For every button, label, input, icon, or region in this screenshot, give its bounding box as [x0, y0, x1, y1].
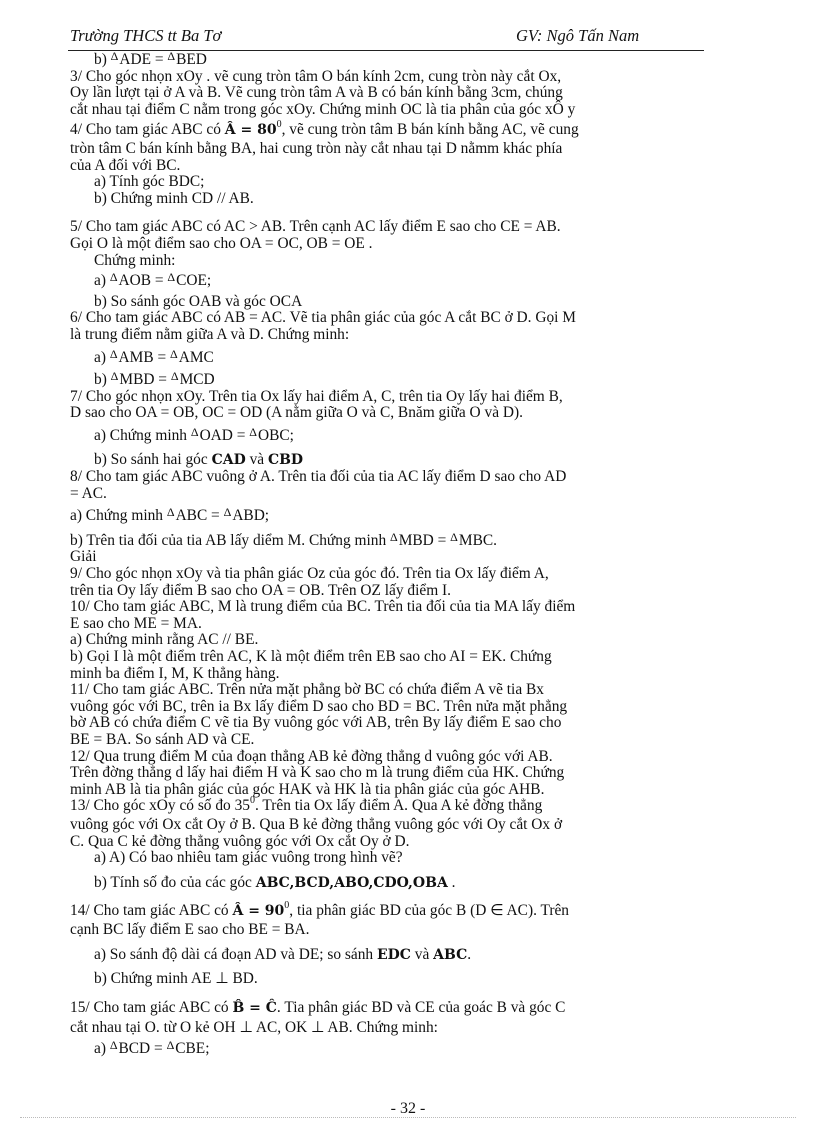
text-line: bờ AB có chứa điểm C vẽ tia By vuông góc với AB, trên By lấy điểm E sao cho [70, 714, 562, 732]
text-line: minh ba điểm I, M, K thẳng hàng. [70, 664, 280, 682]
text-line: b) Trên tia đối của tia AB lấy diểm M. Chứng minh $^\Delta$MBD = $^\Delta$MBC. [70, 529, 497, 549]
footer-divider [20, 1117, 796, 1118]
exercise-12: 12/ Qua trung điểm M của đoạn thẳng AB kẻ đờng thẳng d vuông góc với AB. [70, 747, 553, 765]
text-line: E sao cho ME = MA. [70, 614, 202, 632]
text-line: Gọi O là một điểm sao cho OA = OC, OB = OE . [70, 234, 373, 252]
text-line: vuông góc với Ox cắt Oy ở B. Qua B kẻ đờng thẳng vuông góc với Oy cắt Ox ở [70, 815, 563, 833]
exercise-content [70, 49, 710, 1057]
text-line: a) So sánh độ dài cá đoạn AD và DE; so sánh EDC và ABC. [94, 945, 472, 963]
text-line: Oy lần lượt tại ở A và B. Vẽ cung tròn tâm A và B có bán kính bằng 3cm, chúng [70, 84, 563, 102]
page-number: - 32 - [390, 1100, 426, 1117]
text-line: cắt nhau tại O. từ O kẻ OH ⊥ AC, OK ⊥ AB. Chứng minh: [70, 1019, 438, 1037]
text-line: a) $^\Delta$BCD = $^\Delta$CBE; [94, 1037, 210, 1057]
text-line: b) Chứng minh AE ⊥ BD. [94, 970, 258, 988]
text-line: BE = BA. So sánh AD và CE. [70, 730, 255, 748]
text-line: C. Qua C kẻ đờng thẳng vuông góc với Ox cắt Oy ở D. [70, 832, 410, 850]
school-name: Trường THCS tt Ba Tơ [70, 26, 222, 45]
text-line: D sao cho OA = OB, OC = OD (A nằm giữa O và C, Bnăm giữa O và D). [70, 404, 523, 422]
exercise-13: 13/ Cho góc xOy có số đo $35^0$. Trên tia Ox lấy điểm A. Qua A kẻ đờng thẳng [70, 795, 543, 815]
text-line: vuông góc với BC, trên ia Bx lấy điểm D sao cho BD = BC. Trên nửa mặt phẳng [70, 697, 568, 715]
exercise-3: 3/ Cho góc nhọn xOy . vẽ cung tròn tâm O bán kính 2cm, cung tròn này cắt Ox, [70, 67, 562, 85]
text-line: b) $^\Delta$ADE = $^\Delta$BED [94, 49, 207, 68]
text-line: là trung điểm nằm giữa A và D. Chứng minh: [70, 325, 350, 343]
text-line: a) Chứng minh $^\Delta$ABC = $^\Delta$ABD; [70, 505, 270, 525]
text-line: Giải [70, 548, 97, 566]
exercise-11: 11/ Cho tam giác ABC. Trên nửa mặt phẳng bờ BC có chứa điểm A vẽ tia Bx [70, 681, 544, 699]
text-line: a) Chứng minh rằng AC // BE. [70, 631, 259, 649]
text-line: b) So sánh hai góc CAD và CBD [94, 451, 304, 469]
text-line: b) Tính số đo của các góc ABC,BCD,ABO,CDO,OBA . [94, 873, 456, 891]
text-line: Trên đờng thẳng d lấy hai điểm H và K sao cho m là trung điểm của HK. Chứng [70, 764, 565, 782]
exercise-7: 7/ Cho góc nhọn xOy. Trên tia Ox lấy hai điểm A, C, trên tia Oy lấy hai điểm B, [70, 387, 563, 405]
exercise-6: 6/ Cho tam giác ABC có AB = AC. Vẽ tia phân giác của góc A cắt BC ở D. Gọi M [70, 309, 576, 327]
text-line: của A đối với BC. [70, 156, 181, 174]
text-line: a) $^\Delta$AOB = $^\Delta$COE; [94, 270, 212, 290]
text-line: a) $^\Delta$AMB = $^\Delta$AMC [94, 346, 214, 366]
exercise-14: 14/ Cho tam giác ABC có Â = $90^0$, tia phân giác BD của góc B (D ∈ AC). Trên [70, 900, 569, 920]
text-line: a) Chứng minh $^\Delta$OAD = $^\Delta$OBC; [94, 424, 294, 444]
exercise-10: 10/ Cho tam giác ABC, M là trung điểm của BC. Trên tia đối của tia MA lấy điểm [70, 598, 576, 616]
text-line: trên tia Oy lấy điểm B sao cho OA = OB. Trên OZ lấy điểm I. [70, 581, 451, 599]
exercise-9: 9/ Cho góc nhọn xOy và tia phân giác Oz của góc đó. Trên tia Ox lấy điểm A, [70, 565, 549, 583]
teacher-name: GV: Ngô Tấn Nam [516, 26, 640, 45]
exercise-15: 15/ Cho tam giác ABC có B̂ = Ĉ. Tia phân giác BD và CE của goác B và góc C [70, 998, 566, 1016]
exercise-8: 8/ Cho tam giác ABC vuông ở A. Trên tia đối của tia AC lấy điểm D sao cho AD [70, 468, 567, 486]
exercise-5: 5/ Cho tam giác ABC có AC > AB. Trên cạnh AC lấy điểm E sao cho CE = AB. [70, 218, 561, 236]
text-line: tròn tâm C bán kính bằng BA, hai cung tròn này cắt nhau tại D nằmm khác phía [70, 139, 563, 157]
exercise-4: 4/ Cho tam giác ABC có Â = $80^0$, vẽ cung tròn tâm B bán kính bằng AC, vẽ cung [70, 119, 579, 139]
text-line: = AC. [70, 484, 107, 502]
text-line: b) $^\Delta$MBD = $^\Delta$MCD [94, 369, 215, 389]
text-line: minh AB là tia phân giác của góc HAK và HK là tia phân giác của góc AHB. [70, 780, 545, 798]
text-line: b) Gọi I là một điểm trên AC, K là một điểm trên EB sao cho AI = EK. Chứng [70, 648, 552, 665]
page-header [70, 26, 670, 48]
text-line: b) So sánh góc OAB và góc OCA [94, 292, 303, 310]
text-line: Chứng minh: [94, 251, 176, 269]
text-line: a) Tính góc BDC; [94, 173, 205, 191]
text-line: b) Chứng minh CD // AB. [94, 189, 254, 207]
text-line: a) A) Có bao nhiêu tam giác vuông trong hình vẽ? [94, 849, 403, 867]
text-line: cắt nhau tại điểm C nằm trong góc xOy. Chứng minh OC là tia phân của góc xÔ y [70, 100, 576, 118]
text-line: cạnh BC lấy điểm E sao cho BE = BA. [70, 920, 310, 938]
